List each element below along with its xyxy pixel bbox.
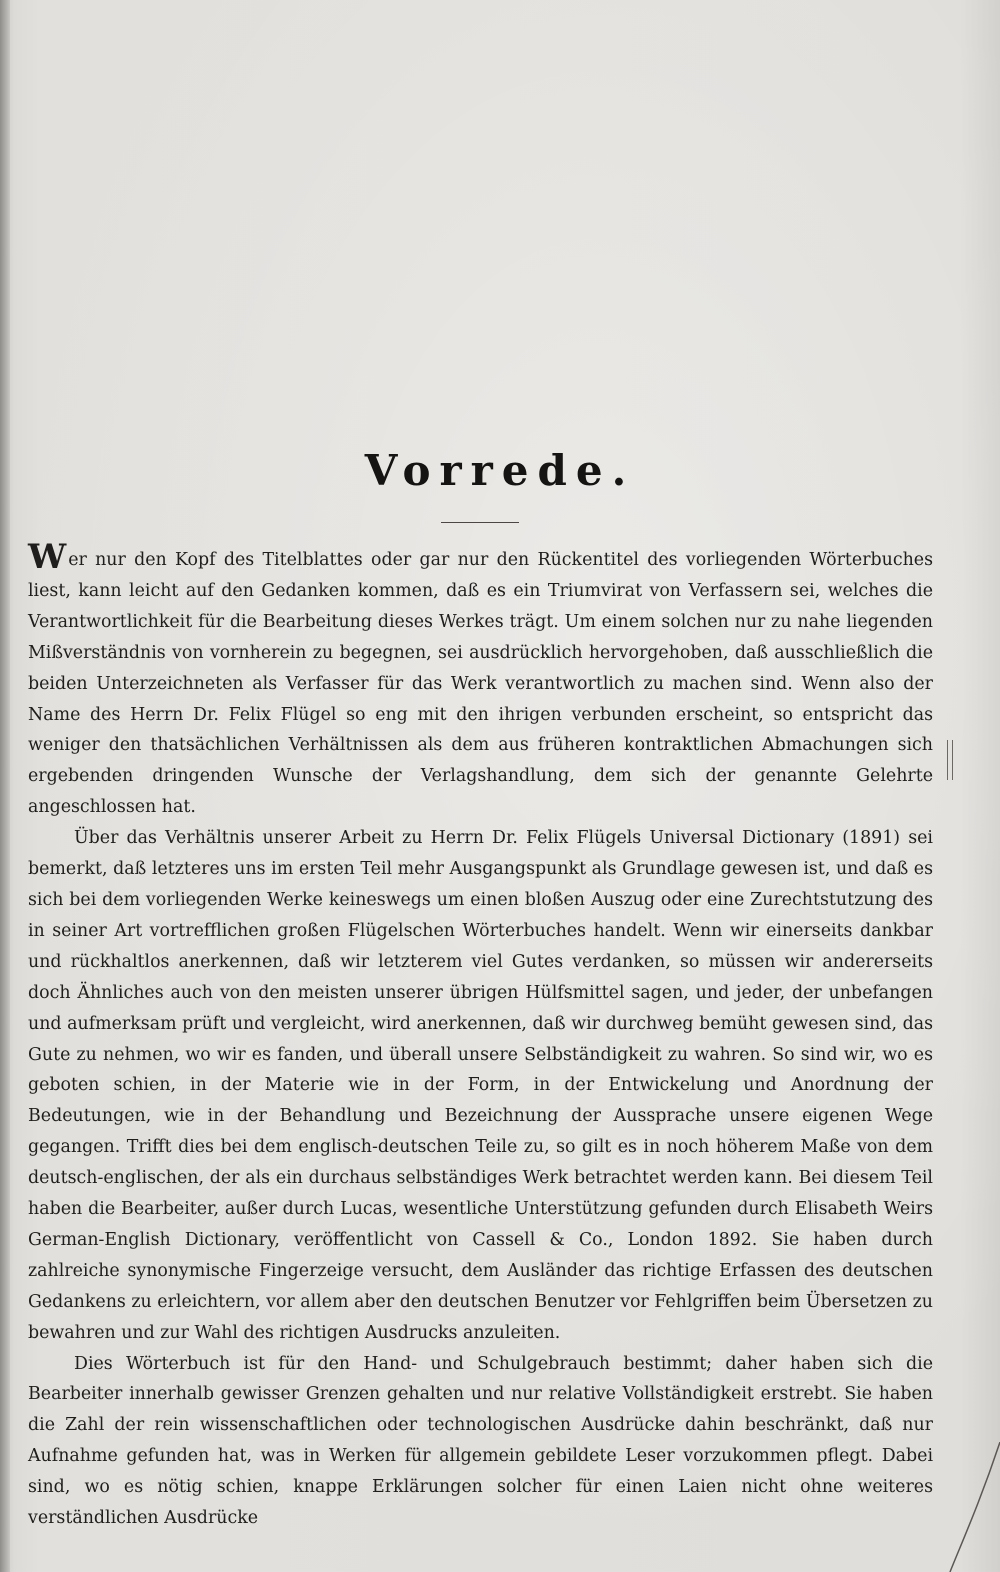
paragraph-1 bbox=[28, 537, 933, 823]
binding-edge bbox=[0, 0, 10, 1572]
paragraph-2: Über das Verhältnis unserer Arbeit zu Herrn Dr. Felix Flügels Universal Dictionary (1891) sei bemerkt, daß letzteres uns im ersten Teil mehr Ausgangspunkt als Grundlage gewesen ist, und daß es sich bei dem vorliegenden Werke keineswegs um einen bloßen Auszug oder eine Zurechtstutzung des in seiner Art vortrefflichen großen Flügelschen Wörterbuches handelt. Wenn wir einerseits dankbar und rückhaltlos anerkennen, daß wir letzterem viel Gutes verdanken, so müssen wir andererseits doch Ähnliches auch von den meisten unserer übrigen Hülfsmittel sagen, und jeder, der unbefangen und aufmerksam prüft und vergleicht, wird anerkennen, daß wir durchweg bemüht gewesen sind, das Gute zu nehmen, wo wir es fanden, und überall unsere Selbständigkeit zu wahren. So sind wir, wo es geboten schien, in der Materie wie in der Form, in der Entwickelung und Anordnung der Bedeutungen, wie in der Behandlung und Bezeichnung der Aussprache unsere eigenen Wege gegangen. Trifft dies bei dem englisch-deutschen Teile zu, so gilt es in noch höherem Maße von dem deutsch-englischen, der als ein durchaus selbständiges Werk betrachtet werden kann. Bei diesem Teil haben die Bearbeiter, außer durch Lucas, wesentliche Unterstützung gefunden durch Elisabeth Weirs German-English Dictionary, veröffentlicht von Cassell & Co., London 1892. Sie haben durch zahlreiche synonymische Fingerzeige versucht, dem Ausländer das richtige Erfassen des deutschen Gedankens zu erleichtern, vor allem aber den deutschen Benutzer vor Fehlgriffen beim Übersetzen zu bewahren und zur Wahl des richtigen Ausdrucks anzuleiten. bbox=[28, 828, 933, 1343]
page-corner-fold bbox=[940, 1442, 1000, 1572]
title-rule bbox=[441, 522, 519, 523]
drop-cap: W bbox=[28, 537, 67, 577]
page-title: Vorrede. bbox=[364, 446, 636, 495]
body-text bbox=[28, 537, 933, 1534]
paragraph-3: Dies Wörterbuch ist für den Hand- und Schulgebrauch bestimmt; daher haben sich die Bearbeiter innerhalb gewisser Grenzen gehalten und nur relative Vollständigkeit erstrebt. Sie haben die Zahl der rein wissenschaftlichen oder technologischen Ausdrücke dahin beschränkt, daß nur Aufnahme gefunden hat, was in Werken für allgemein gebildete Leser vorzukommen pflegt. Dabei sind, wo es nötig schien, knappe Erklärungen solcher für einen Laien nicht ohne weiteres verständlichen Ausdrücke bbox=[28, 1353, 933, 1529]
paragraph-1-text: er nur den Kopf des Titelblattes oder gar nur den Rückentitel des vorliegenden Wörterbuches liest, kann leicht auf den Gedanken kommen, daß es ein Triumvirat von Verfassern sei, welches die Verantwortlichkeit für die Bearbeitung dieses Werkes trägt. Um einem solchen nur zu nahe liegenden Mißverständnis von vornherein zu begegnen, sei ausdrücklich hervorgehoben, daß ausschließlich die beiden Unterzeichneten als Verfasser für das Werk verantwortlich zu machen sind. Wenn also der Name des Herrn Dr. Felix Flügel so eng mit den ihrigen verbunden erscheint, so entspricht das weniger den thatsächlichen Verhältnissen als dem aus früheren kontraktlichen Abmachungen sich ergebenden dringenden Wunsche der Verlagshandlung, dem sich der genannte Gelehrte angeschlossen hat. bbox=[28, 550, 933, 818]
margin-mark bbox=[947, 740, 953, 780]
